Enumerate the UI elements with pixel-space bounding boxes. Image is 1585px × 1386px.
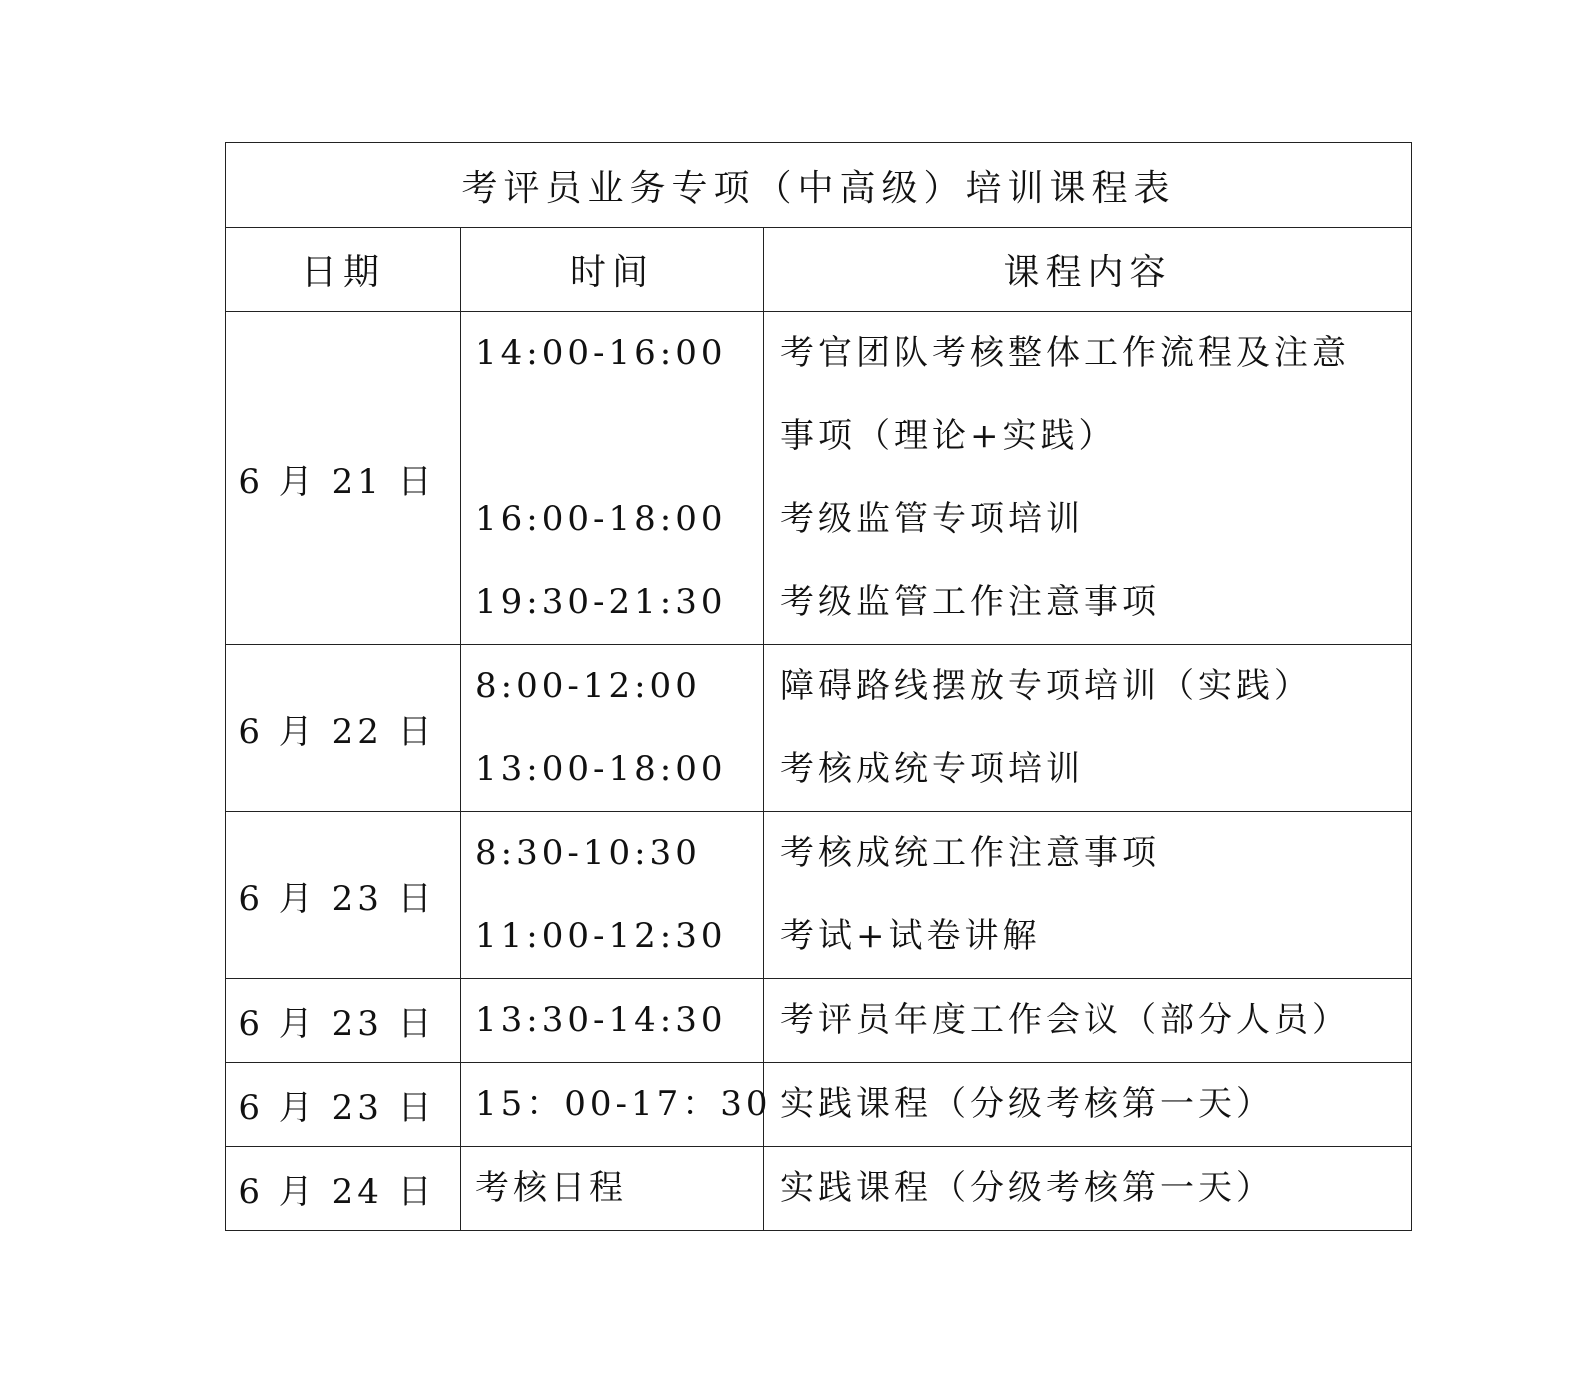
table-row — [226, 312, 1412, 645]
time-slot — [475, 395, 763, 478]
date-cell: 6 月 23 日 — [226, 979, 461, 1063]
course-item: 事项（理论+实践） — [780, 416, 1117, 456]
header-content: 课程内容 — [764, 228, 1412, 312]
time-cell — [461, 979, 764, 1063]
time-slot: 8:30-10:30 — [475, 833, 701, 873]
table-row — [226, 1147, 1412, 1231]
time-slot: 19:30-21:30 — [475, 582, 727, 622]
date-cell: 6 月 24 日 — [226, 1147, 461, 1231]
date-cell: 6 月 22 日 — [226, 645, 461, 812]
course-item: 考级监管专项培训 — [780, 499, 1084, 539]
course-item: 实践课程（分级考核第一天） — [780, 1084, 1274, 1124]
date-cell: 6 月 23 日 — [226, 812, 461, 979]
time-slot: 14:00-16:00 — [475, 333, 727, 373]
content-cell — [764, 645, 1412, 812]
content-cell — [764, 1147, 1412, 1231]
schedule-table — [225, 142, 1412, 1231]
date-cell: 6 月 21 日 — [226, 312, 461, 645]
content-cell — [764, 312, 1412, 645]
content-cell — [764, 979, 1412, 1063]
course-item: 考核成统工作注意事项 — [780, 833, 1160, 873]
course-item: 障碍路线摆放专项培训（实践） — [780, 666, 1312, 706]
table-row — [226, 812, 1412, 979]
content-cell — [764, 1063, 1412, 1147]
time-slot: 11:00-12:30 — [475, 916, 727, 956]
course-item: 考级监管工作注意事项 — [780, 582, 1160, 622]
title-row — [226, 143, 1412, 228]
header-time: 时间 — [461, 228, 764, 312]
time-cell — [461, 645, 764, 812]
time-slot: 15：00-17：30 — [475, 1084, 772, 1124]
time-slot: 13:00-18:00 — [475, 749, 727, 789]
time-slot: 16:00-18:00 — [475, 499, 727, 539]
time-cell — [461, 312, 764, 645]
time-slot: 8:00-12:00 — [475, 666, 701, 706]
course-item: 考试+试卷讲解 — [780, 916, 1041, 956]
course-item: 考核成统专项培训 — [780, 749, 1084, 789]
course-item: 考评员年度工作会议（部分人员） — [780, 1000, 1350, 1040]
table-row — [226, 645, 1412, 812]
time-cell — [461, 1063, 772, 1147]
table-title: 考评员业务专项（中高级）培训课程表 — [226, 143, 1412, 228]
course-item: 考官团队考核整体工作流程及注意 — [780, 333, 1350, 373]
time-cell — [461, 812, 764, 979]
header-date: 日期 — [226, 228, 461, 312]
time-slot: 13:30-14:30 — [475, 1000, 727, 1040]
time-cell — [461, 1147, 764, 1231]
table-row — [226, 1063, 1412, 1147]
course-item: 实践课程（分级考核第一天） — [780, 1168, 1274, 1208]
header-row — [226, 228, 1412, 312]
date-cell: 6 月 23 日 — [226, 1063, 461, 1147]
content-cell — [764, 812, 1412, 979]
time-slot: 考核日程 — [475, 1168, 627, 1208]
table-row — [226, 979, 1412, 1063]
